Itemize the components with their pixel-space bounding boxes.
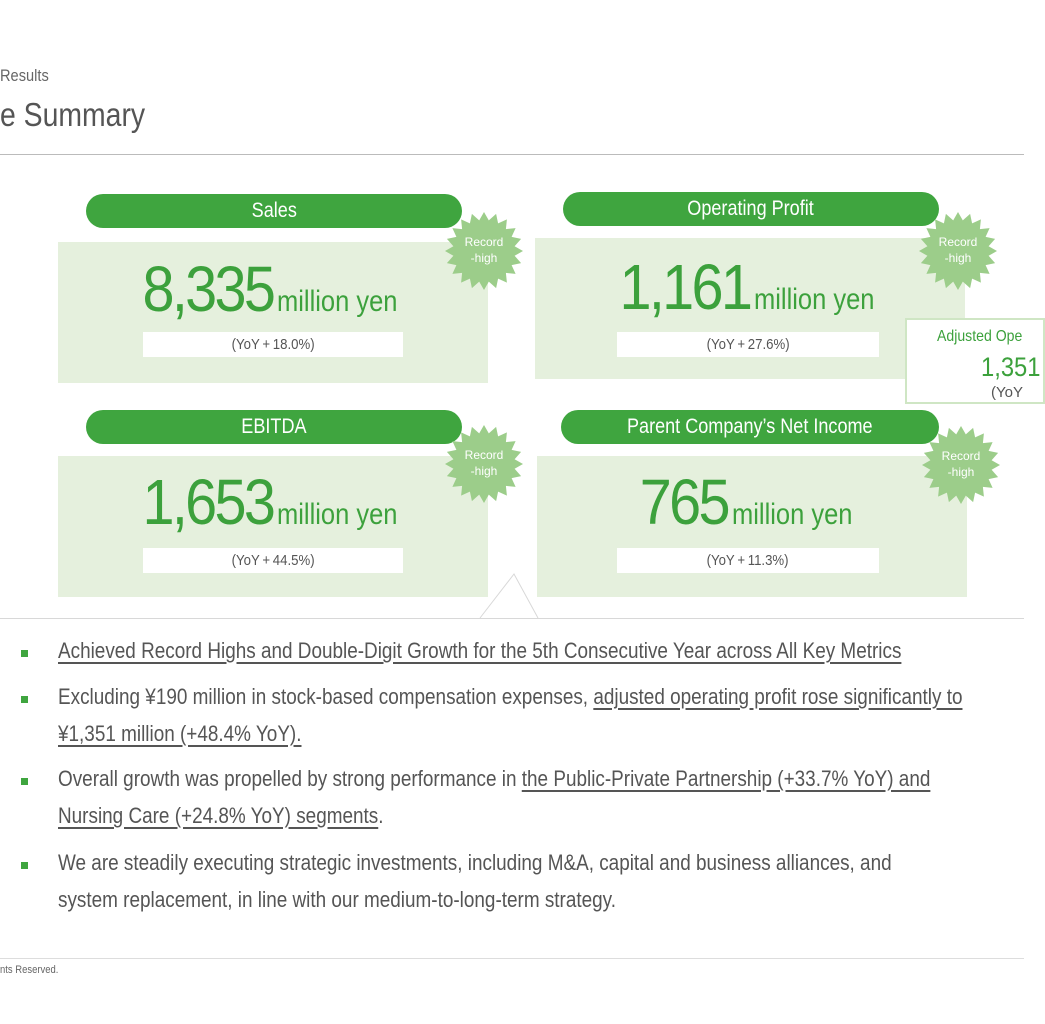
adjusted-operating-profit-box [905,318,1045,404]
bullet-square-icon [21,696,28,703]
copyright-footer: nts Reserved. [0,964,59,976]
page-title: e Summary [0,96,146,133]
net-income-yoy: (YoY + 11.3%) [617,548,879,573]
operating-profit-yoy: (YoY + 27.6%) [617,332,879,357]
net-income-value: 765 million yen [640,466,853,538]
record-high-badge: Record -high [444,211,524,291]
record-high-badge: Record -high [918,211,998,291]
ebitda-label-pill: EBITDA [86,410,462,444]
sales-yoy: (YoY + 18.0%) [143,332,403,357]
record-high-badge: Record -high [444,424,524,504]
section-label: Results [0,66,49,85]
bullet-square-icon [21,778,28,785]
adjusted-value: 1,351 [981,352,1041,382]
ebitda-yoy: (YoY + 44.5%) [143,548,403,573]
adjusted-label: Adjusted Ope [937,328,1023,345]
sales-label-pill: Sales [86,194,462,228]
operating-profit-value: 1,161 million yen [619,251,875,323]
title-divider [0,154,1024,155]
operating-profit-label-pill: Operating Profit [563,192,939,226]
callout-notch [480,572,540,620]
net-income-label-pill: Parent Company’s Net Income [561,410,939,444]
footer-divider [0,958,1024,959]
sales-value: 8,335 million yen [142,253,398,325]
record-high-badge: Record -high [921,425,1001,505]
adjusted-yoy: (YoY [991,384,1023,401]
bullet-square-icon [21,650,28,657]
bullet-square-icon [21,862,28,869]
ebitda-value: 1,653 million yen [142,466,398,538]
